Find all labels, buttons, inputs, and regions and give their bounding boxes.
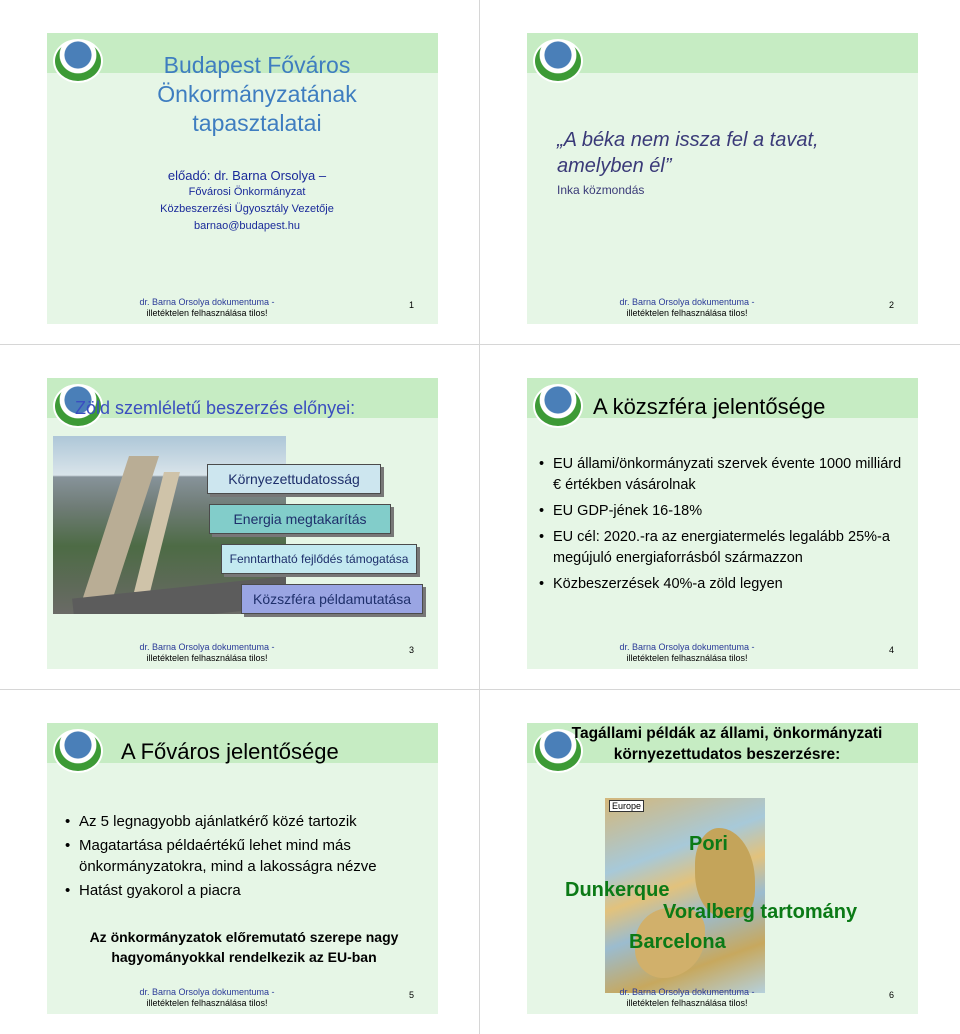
slide-cell-2 [480,0,960,344]
footer-line-1: dr. Barna Orsolya dokumentuma - [619,987,755,997]
footer-line-2: illetéktelen felhasználása tilos! [146,308,268,318]
bullet-list [65,811,435,904]
slide-2[interactable] [527,33,918,324]
slide-number: 1 [408,300,414,310]
benefit-box: Környezettudatosság [207,464,381,494]
header-band [527,33,918,73]
slide-footer [587,987,787,1009]
department: Közbeszerzési Ügyosztály Vezetője [160,203,334,215]
slide-cell-3 [0,345,480,689]
presenter-info [107,167,387,235]
slide-4[interactable] [527,378,918,669]
list-item: • Hatást gyakorol a piacra [65,880,435,901]
budapest-logo-icon [533,39,583,83]
footer-line-1: dr. Barna Orsolya dokumentuma - [139,642,275,652]
list-item: • EU cél: 2020.-ra az energiatermelés legalább 25%-a megújuló energiaforrásból származzon [539,527,909,569]
footer-line-2: illetéktelen felhasználása tilos! [146,653,268,663]
list-item: • Közbeszerzések 40%-a zöld legyen [539,574,909,595]
list-item: • Az 5 legnagyobb ajánlatkérő közé tartozik [65,811,435,832]
footer-line-2: illetéktelen felhasználása tilos! [626,653,748,663]
slide-title: Tagállami példák az állami, önkormányzati környezettudatos beszerzésre: [571,725,883,763]
slide-cell-1 [0,0,480,344]
emphasis-note: Az önkormányzatok előremutató szerepe nagy hagyományokkal rendelkezik az EU-ban [89,929,399,965]
slide-title: A Főváros jelentősége [121,739,339,764]
bullet-list [539,454,909,600]
benefit-box: Fenntartható fejlődés támogatása [221,544,417,574]
footer-line-1: dr. Barna Orsolya dokumentuma - [139,987,275,997]
footer-line-2: illetéktelen felhasználása tilos! [626,308,748,318]
footer-line-1: dr. Barna Orsolya dokumentuma - [619,297,755,307]
city-label-barcelona: Barcelona [629,931,726,953]
benefit-box: Energia megtakarítás [209,504,391,534]
slide-1[interactable] [47,33,438,324]
budapest-logo-icon [53,39,103,83]
slide-footer [587,297,787,319]
slide-footer [107,297,307,319]
slide-cell-5 [0,690,480,1034]
slide-3[interactable] [47,378,438,669]
footer-line-1: dr. Barna Orsolya dokumentuma - [619,642,755,652]
budapest-logo-icon [53,729,103,773]
footer-line-2: illetéktelen felhasználása tilos! [146,998,268,1008]
quote [557,127,819,179]
slide-number: 6 [888,990,894,1000]
slide-6[interactable] [527,723,918,1014]
city-label-dunkerque: Dunkerque [565,879,670,901]
quote-line-1: „A béka nem issza fel a tavat, [557,129,819,151]
slide-number: 4 [888,645,894,655]
slide-number: 5 [408,990,414,1000]
budapest-logo-icon [533,384,583,428]
organization: Fővárosi Önkormányzat [188,186,306,198]
slide-footer [107,642,307,664]
slide-title: Zöld szemléletű beszerzés előnyei: [75,398,356,418]
benefit-box: Közszféra példamutatása [241,584,423,614]
quote-source: Inka közmondás [557,183,645,197]
city-label-voralberg: Voralberg tartomány [663,901,858,923]
slide-footer [107,987,307,1009]
presenter-name: előadó: dr. Barna Orsolya – [167,168,327,183]
footer-line-1: dr. Barna Orsolya dokumentuma - [139,297,275,307]
footer-line-2: illetéktelen felhasználása tilos! [626,998,748,1008]
slide-title: Budapest Főváros Önkormányzatának tapasztalatai [157,52,357,136]
email-link[interactable]: barnao@budapest.hu [194,220,300,232]
list-item: • EU GDP-jének 16-18% [539,501,909,522]
slide-5[interactable] [47,723,438,1014]
quote-line-2: amelyben él” [557,155,672,177]
slide-cell-4 [480,345,960,689]
city-label-pori: Pori [689,833,728,855]
slide-number: 3 [408,645,414,655]
slide-cell-6 [480,690,960,1034]
map-label: Europe [609,800,644,812]
list-item: • Magatartása példaértékű lehet mind más önkormányzatokra, mind a lakosságra nézve [65,835,435,877]
slide-number: 2 [888,300,894,310]
slide-title: A közszféra jelentősége [593,394,826,419]
list-item: • EU állami/önkormányzati szervek évente 1000 milliárd € értékben vásárolnak [539,454,909,496]
slide-footer [587,642,787,664]
